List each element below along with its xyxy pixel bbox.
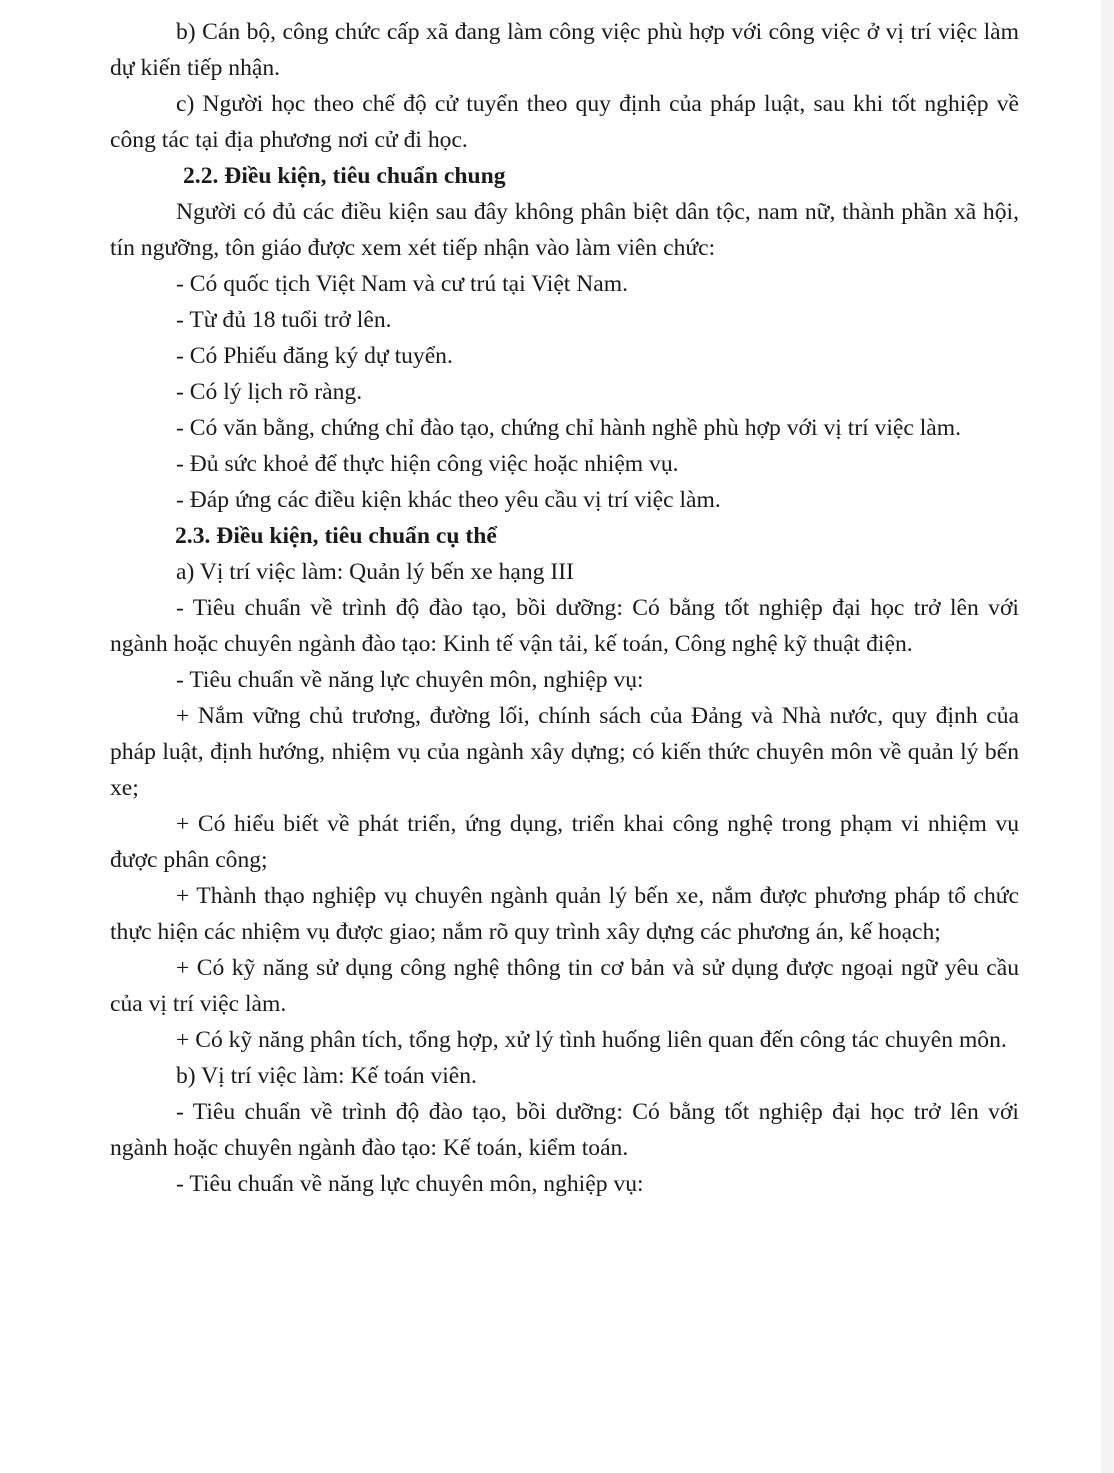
list-item-registration-form: - Có Phiếu đăng ký dự tuyển. [176,343,453,369]
paragraph-nominated-student: c) Người học theo chế độ cử tuyển theo quy định của pháp luật, sau khi tốt nghiệp về công tác tại địa phương nơi cử đi học. [110,91,1019,153]
position-b-title: b) Vị trí việc làm: Kế toán viên. [176,1063,477,1089]
heading-2-2: 2.2. Điều kiện, tiêu chuẩn chung [183,163,506,189]
position-a-competence-item: + Có hiểu biết về phát triển, ứng dụng, triển khai công nghệ trong phạm vi nhiệm vụ được phân công; [110,811,1019,873]
position-a-education: - Tiêu chuẩn về trình độ đào tạo, bồi dưỡng: Có bằng tốt nghiệp đại học trở lên với ngành hoặc chuyên ngành đào tạo: Kinh tế vận tải, kế toán, Công nghệ kỹ thuật điện. [110,595,1019,657]
list-item-health: - Đủ sức khoẻ để thực hiện công việc hoặc nhiệm vụ. [176,451,679,477]
heading-2-3: 2.3. Điều kiện, tiêu chuẩn cụ thể [175,523,497,549]
position-a-competence-item: + Có kỹ năng sử dụng công nghệ thông tin cơ bản và sử dụng được ngoại ngữ yêu cầu của vị trí việc làm. [110,955,1019,1017]
position-b-education: - Tiêu chuẩn về trình độ đào tạo, bồi dưỡng: Có bằng tốt nghiệp đại học trở lên với ngành hoặc chuyên ngành đào tạo: Kế toán, kiểm toán. [110,1099,1019,1161]
position-a-competence-item: + Thành thạo nghiệp vụ chuyên ngành quản lý bến xe, nắm được phương pháp tổ chức thực hiện các nhiệm vụ được giao; nắm rõ quy trình xây dựng các phương án, kế hoạch; [110,883,1019,945]
list-item-nationality: - Có quốc tịch Việt Nam và cư trú tại Việt Nam. [176,271,629,297]
position-a-title: a) Vị trí việc làm: Quản lý bến xe hạng III [176,559,574,585]
document-body [110,14,1019,1202]
position-a-competence-item: + Nắm vững chủ trương, đường lối, chính sách của Đảng và Nhà nước, quy định của pháp luật, định hướng, nhiệm vụ của ngành xây dựng; có kiến thức chuyên môn về quản lý bến xe; [110,703,1019,801]
page-edge-strip [1101,0,1114,1473]
position-b-competence-heading: - Tiêu chuẩn về năng lực chuyên môn, nghiệp vụ: [176,1171,644,1197]
position-a-competence-heading: - Tiêu chuẩn về năng lực chuyên môn, nghiệp vụ: [176,667,644,693]
list-item-diplomas: - Có văn bằng, chứng chỉ đào tạo, chứng chỉ hành nghề phù hợp với vị trí việc làm. [176,415,962,441]
list-item-age: - Từ đủ 18 tuổi trở lên. [176,307,392,333]
list-item-background: - Có lý lịch rõ ràng. [176,379,363,405]
paragraph-general-conditions: Người có đủ các điều kiện sau đây không phân biệt dân tộc, nam nữ, thành phần xã hội, tín ngưỡng, tôn giáo được xem xét tiếp nhận vào làm viên chức: [110,199,1019,261]
paragraph-cadre-commune: b) Cán bộ, công chức cấp xã đang làm công việc phù hợp với công việc ở vị trí việc làm dự kiến tiếp nhận. [110,19,1019,81]
position-a-competence-item: + Có kỹ năng phân tích, tổng hợp, xử lý tình huống liên quan đến công tác chuyên môn. [176,1027,1007,1053]
list-item-other-conditions: - Đáp ứng các điều kiện khác theo yêu cầu vị trí việc làm. [176,487,721,513]
